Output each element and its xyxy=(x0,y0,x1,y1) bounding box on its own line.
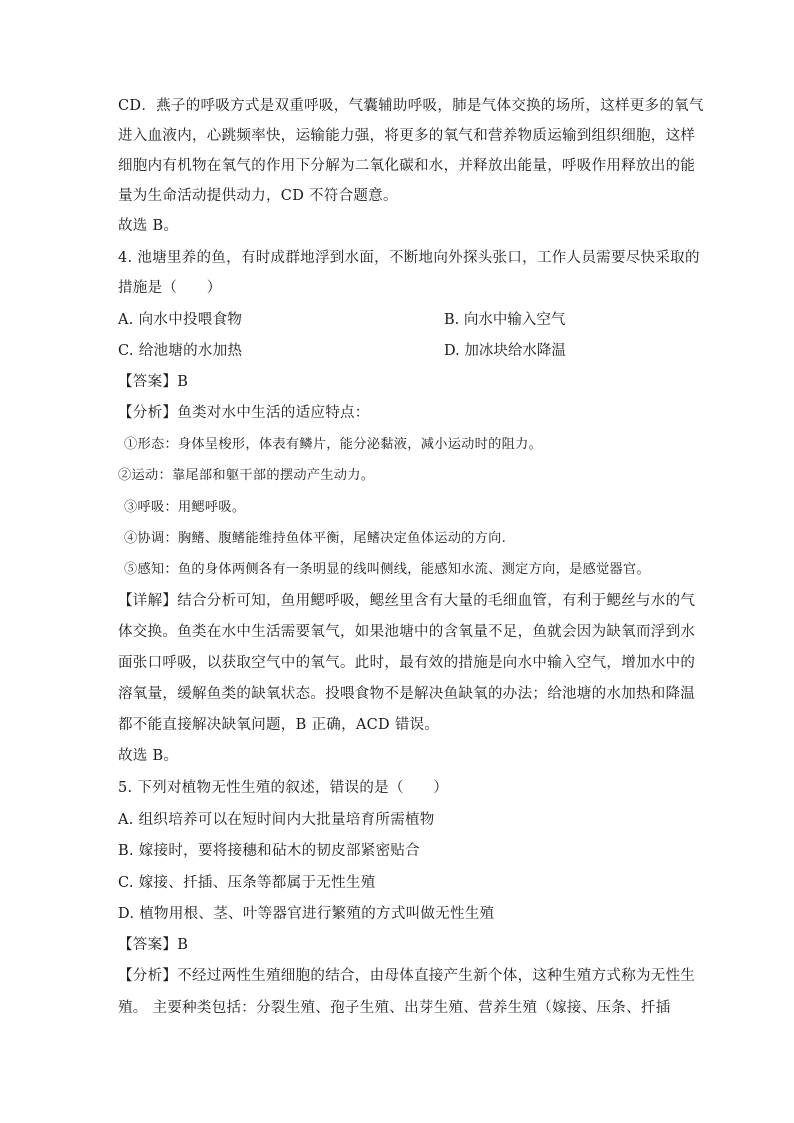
text-line: 量为生命活动提供动力，CD 不符合题意。 xyxy=(118,188,398,204)
option-d: D. 加冰块给水降温 xyxy=(444,343,566,359)
question-4-stem: 4. 池塘里养的鱼，有时成群地浮到水面，不断地向外探头张口，工作人员需要尽快采取的 xyxy=(118,250,700,266)
analysis-line: 【分析】不经过两性生殖细胞的结合，由母体直接产生新个体，这种生殖方式称为无性生 xyxy=(118,968,696,984)
option-c: C. 给池塘的水加热 xyxy=(118,343,243,359)
analysis-point: ③呼吸：用鳃呼吸。 xyxy=(124,500,246,515)
text-line: 故选 B。 xyxy=(118,218,179,234)
question-4-stem: 措施是（ ） xyxy=(118,280,222,296)
analysis-line: 殖。 主要种类包括：分裂生殖、孢子生殖、出芽生殖、营养生殖（嫁接、压条、扦插 xyxy=(118,1000,671,1016)
text-line: 进入血液内，心跳频率快，运输能力强，将更多的氧气和营养物质运输到组织细胞，这样 xyxy=(118,128,696,144)
option-c: C. 嫁接、扦插、压条等都属于无性生殖 xyxy=(118,875,376,891)
answer-label: 【答案】B xyxy=(118,374,189,390)
analysis-point: ①形态：身体呈梭形，体表有鳞片，能分泌黏液，减小运动时的阻力。 xyxy=(124,437,543,452)
detail-line: 面张口呼吸，以获取空气中的氧气。此时，最有效的措施是向水中输入空气，增加水中的 xyxy=(118,655,696,671)
detail-line: 溶氧量，缓解鱼类的缺氧状态。投喂食物不是解决鱼缺氧的办法；给池塘的水加热和降温 xyxy=(118,686,696,702)
analysis-point: ⑤感知：鱼的身体两侧各有一条明显的线叫侧线，能感知水流、测定方向，是感觉器官。 xyxy=(124,562,651,577)
detail-line: 故选 B。 xyxy=(118,748,179,764)
detail-line: 【详解】结合分析可知，鱼用鳃呼吸，鳃丝里含有大量的毛细血管，有利于鳃丝与水的气 xyxy=(118,593,696,609)
option-d: D. 植物用根、茎、叶等器官进行繁殖的方式叫做无性生殖 xyxy=(118,906,495,922)
detail-line: 都不能直接解决缺氧问题，B 正确，ACD 错误。 xyxy=(118,717,440,733)
analysis-point: ④协调：胸鳍、腹鳍能维持鱼体平衡，尾鳍决定鱼体运动的方向. xyxy=(124,531,507,546)
analysis-point: ②运动：靠尾部和躯干部的摆动产生动力。 xyxy=(118,468,375,483)
text-line: 细胞内有机物在氧气的作用下分解为二氧化碳和水，并释放出能量，呼吸作用释放出的能 xyxy=(118,158,696,174)
answer-label: 【答案】B xyxy=(118,937,189,953)
option-a: A. 组织培养可以在短时间内大批量培育所需植物 xyxy=(118,812,435,828)
option-a: A. 向水中投喂食物 xyxy=(118,312,243,328)
detail-line: 体交换。鱼类在水中生活需要氧气，如果池塘中的含氧量不足，鱼就会因为缺氧而浮到水 xyxy=(118,624,696,640)
option-b: B. 嫁接时，要将接穗和砧木的韧皮部紧密贴合 xyxy=(118,843,420,859)
question-5-stem: 5. 下列对植物无性生殖的叙述，错误的是（ ） xyxy=(118,780,449,796)
text-line: CD．燕子的呼吸方式是双重呼吸，气囊辅助呼吸，肺是气体交换的场所，这样更多的氧气 xyxy=(118,98,704,114)
option-b: B. 向水中输入空气 xyxy=(444,312,566,328)
analysis-title: 【分析】鱼类对水中生活的适应特点： xyxy=(118,405,370,421)
